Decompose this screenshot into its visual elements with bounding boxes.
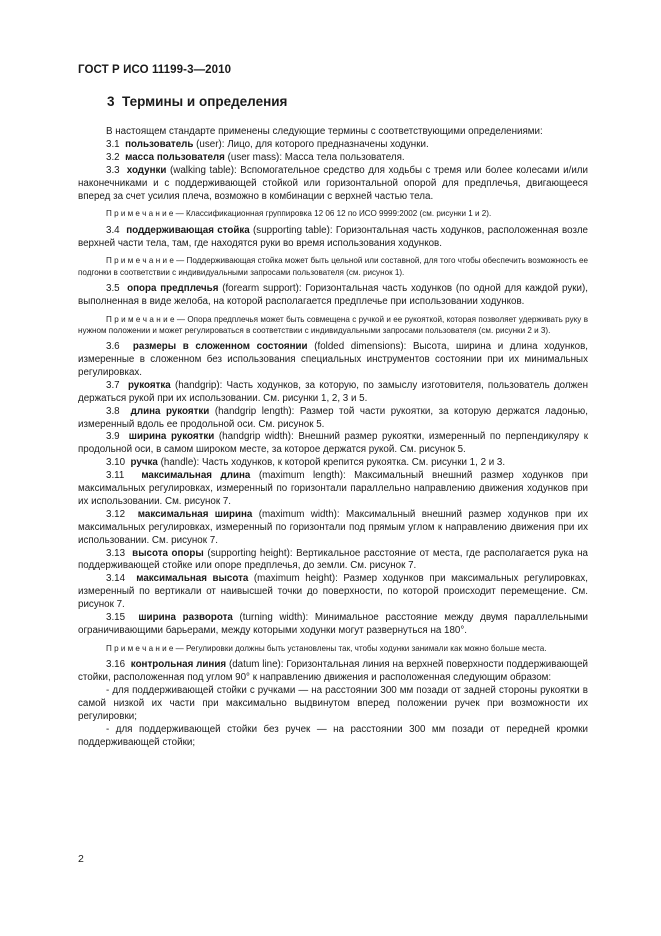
note-text: П р и м е ч а н и е — Поддерживающая стойка может быть цельной или составной, для того чтобы обеспечить возможность ее подгонки в соответствии с индивидуальными запросами пользователя (см. рисунок 1). [78, 256, 588, 277]
clause-number: 3.15 [106, 612, 126, 624]
clause-number: 3.12 [106, 508, 126, 520]
section-number: 3 [107, 94, 115, 109]
definition-text: (datum line): Горизонтальная линия на верхней поверхности поддерживающей стойки, расположенная под углом 90° к направлению движения и расположенная следующим образом: [78, 659, 588, 684]
term: ручка [130, 457, 158, 469]
definition-text: (walking table): Вспомогательное средство для ходьбы с тремя или более колесами и/или наконечниками и с поддерживающей стойкой или горизонтальной опорой для предплечья, двигающееся вперед за счет усилия плеча, возможно в комбинации с верхней частью тела. [78, 164, 588, 202]
term: ходунки [126, 164, 167, 176]
definition-paragraph [78, 470, 588, 509]
clause-number: 3.3 [106, 164, 120, 176]
definition-paragraph [78, 659, 588, 685]
clause-number: 3.5 [106, 282, 120, 294]
note-paragraph [78, 314, 588, 336]
definition-text: (user mass): Масса тела пользователя. [227, 151, 405, 163]
definition-text: (handgrip width): Внешний размер рукоятки, измеренный по перпендикуляру к продольной оси, в самом широком месте, за которое держатся рукой. См. рисунок 5. [78, 431, 588, 456]
definition-text: (handgrip): Часть ходунков, за которую, по замыслу изготовителя, пользователь должен держаться рукой при их использовании. См. рисунки 1, 2, 3 и 5. [78, 379, 588, 404]
definition-paragraph [78, 152, 588, 165]
definition-paragraph [78, 509, 588, 548]
clause-number: 3.6 [106, 341, 120, 353]
definition-paragraph [78, 225, 588, 251]
body-paragraph [78, 685, 588, 724]
clause-number: 3.10 [106, 457, 126, 469]
document-header: ГОСТ Р ИСО 11199-3—2010 [78, 64, 232, 76]
clause-number: 3.7 [106, 379, 120, 391]
clause-number: 3.4 [106, 224, 120, 236]
body-paragraph [78, 126, 588, 139]
page-number: 2 [78, 853, 84, 865]
definition-text: (handle): Часть ходунков, к которой крепится рукоятка. См. рисунки 1, 2 и 3. [160, 457, 506, 469]
definition-paragraph [78, 612, 588, 638]
clause-number: 3.8 [106, 405, 120, 417]
clause-number: 3.14 [106, 573, 126, 585]
definition-text: (folded dimensions): Высота, ширина и длина ходунков, измеренные в сложенном без использования специальных инструментов состоянии при их минимальных регулировках. [78, 341, 589, 378]
definition-paragraph [78, 457, 588, 470]
definition-paragraph [78, 573, 588, 612]
definition-paragraph [78, 165, 588, 204]
body-paragraph [78, 724, 588, 750]
definition-text: (maximum length): Максимальный внешний размер ходунков при максимальных регулировках, измеренный по горизонтали параллельно направлению движения ходунков при их использовании. См. рисунок 7. [78, 470, 588, 507]
note-paragraph [78, 255, 588, 277]
section-body [78, 126, 588, 749]
note-text: П р и м е ч а н и е — Опора предплечья может быть совмещена с ручкой и ее рукояткой, которая позволяет удерживать руку в нужном положении и может регулироваться в соответствии с индивидуальными запросами пользователя (см. рисунки 2 и 3). [78, 314, 588, 335]
definition-paragraph [78, 341, 588, 380]
clause-number: 3.16 [106, 659, 126, 671]
definition-text: - для поддерживающей стойки без ручек — на расстоянии 300 мм позади от передней кромки поддерживающей стойки; [78, 723, 588, 748]
clause-number: 3.13 [106, 547, 126, 559]
definition-paragraph [78, 139, 588, 152]
definition-text: (turning width): Минимальное расстояние между двумя параллельными ограничивающими барьерами, между которыми ходунки могут развернуться на 180°. [78, 612, 588, 637]
term: рукоятка [127, 379, 171, 391]
clause-number: 3.1 [106, 138, 120, 150]
clause-number: 3.9 [106, 431, 120, 443]
section-heading [107, 94, 287, 109]
definition-text: (handgrip length): Размер той части рукоятки, за которую держатся ладонью, измеренный вдоль ее продольной оси. См. рисунок 5. [78, 405, 588, 430]
term: ширина разворота [138, 612, 233, 624]
definition-paragraph [78, 431, 588, 457]
term: пользователь [125, 138, 194, 150]
definition-text: (forearm support): Горизонтальная часть ходунков (по одной для каждой руки), выполненная в виде желоба, на которой располагается предплечье при использовании ходунков. [78, 282, 589, 307]
clause-number: 3.11 [106, 470, 125, 482]
term: максимальная высота [136, 573, 249, 585]
definition-text: (user): Лицо, для которого предназначены ходунки. [196, 138, 429, 150]
term: ширина рукоятки [128, 431, 215, 443]
definition-text: (maximum width): Максимальный внешний размер ходунков при их максимальных регулировках, измеренный по горизонтали под прямым углом к направлению движения при их использовании. См. рисунок 7. [78, 508, 588, 546]
term: контрольная линия [130, 659, 227, 671]
note-text: П р и м е ч а н и е — Классификационная группировка 12 06 12 по ИСО 9999:2002 (см. рисунки 1 и 2). [106, 209, 492, 219]
note-paragraph [78, 643, 588, 654]
section-title: Термины и определения [122, 94, 288, 109]
definition-text: - для поддерживающей стойки с ручками — на расстоянии 300 мм позади от задней стороны рукоятки в самой низкой их части при максимально выдвинутом вперед положении ручек при возможности их регулировки; [78, 684, 588, 722]
term: высота опоры [132, 547, 204, 559]
term: максимальная ширина [137, 508, 253, 520]
definition-paragraph [78, 283, 588, 309]
note-paragraph [78, 208, 588, 219]
definition-text: В настоящем стандарте применены следующие термины с соответствующими определениями: [106, 126, 543, 137]
definition-text: (supporting table): Горизонтальная часть ходунков, расположенная возле верхней части тела, там, где находятся руки во время использования ходунков. [78, 224, 588, 249]
definition-paragraph [78, 548, 588, 574]
term: размеры в сложенном состоянии [132, 341, 308, 353]
term: масса пользователя [125, 151, 225, 163]
term: поддерживающая стойка [126, 224, 250, 236]
definition-text: (maximum height): Размер ходунков при максимальных регулировках, измеренный по вертикали от наивысшей точки до поверхности, по которой происходит перемещение. См. рисунок 7. [78, 573, 588, 611]
clause-number: 3.2 [106, 151, 120, 163]
note-text: П р и м е ч а н и е — Регулировки должны быть установлены так, чтобы ходунки занимали как можно больше места. [106, 643, 547, 653]
definition-text: (supporting height): Вертикальное расстояние от места, где располагается рука на поддерживающей стойке или опоре предплечья, до земли. См. рисунок 7. [78, 547, 588, 572]
term: максимальная длина [141, 470, 251, 482]
term: длина рукоятки [130, 405, 210, 417]
term: опора предплечья [127, 282, 219, 294]
definition-paragraph [78, 406, 588, 432]
definition-paragraph [78, 380, 588, 406]
